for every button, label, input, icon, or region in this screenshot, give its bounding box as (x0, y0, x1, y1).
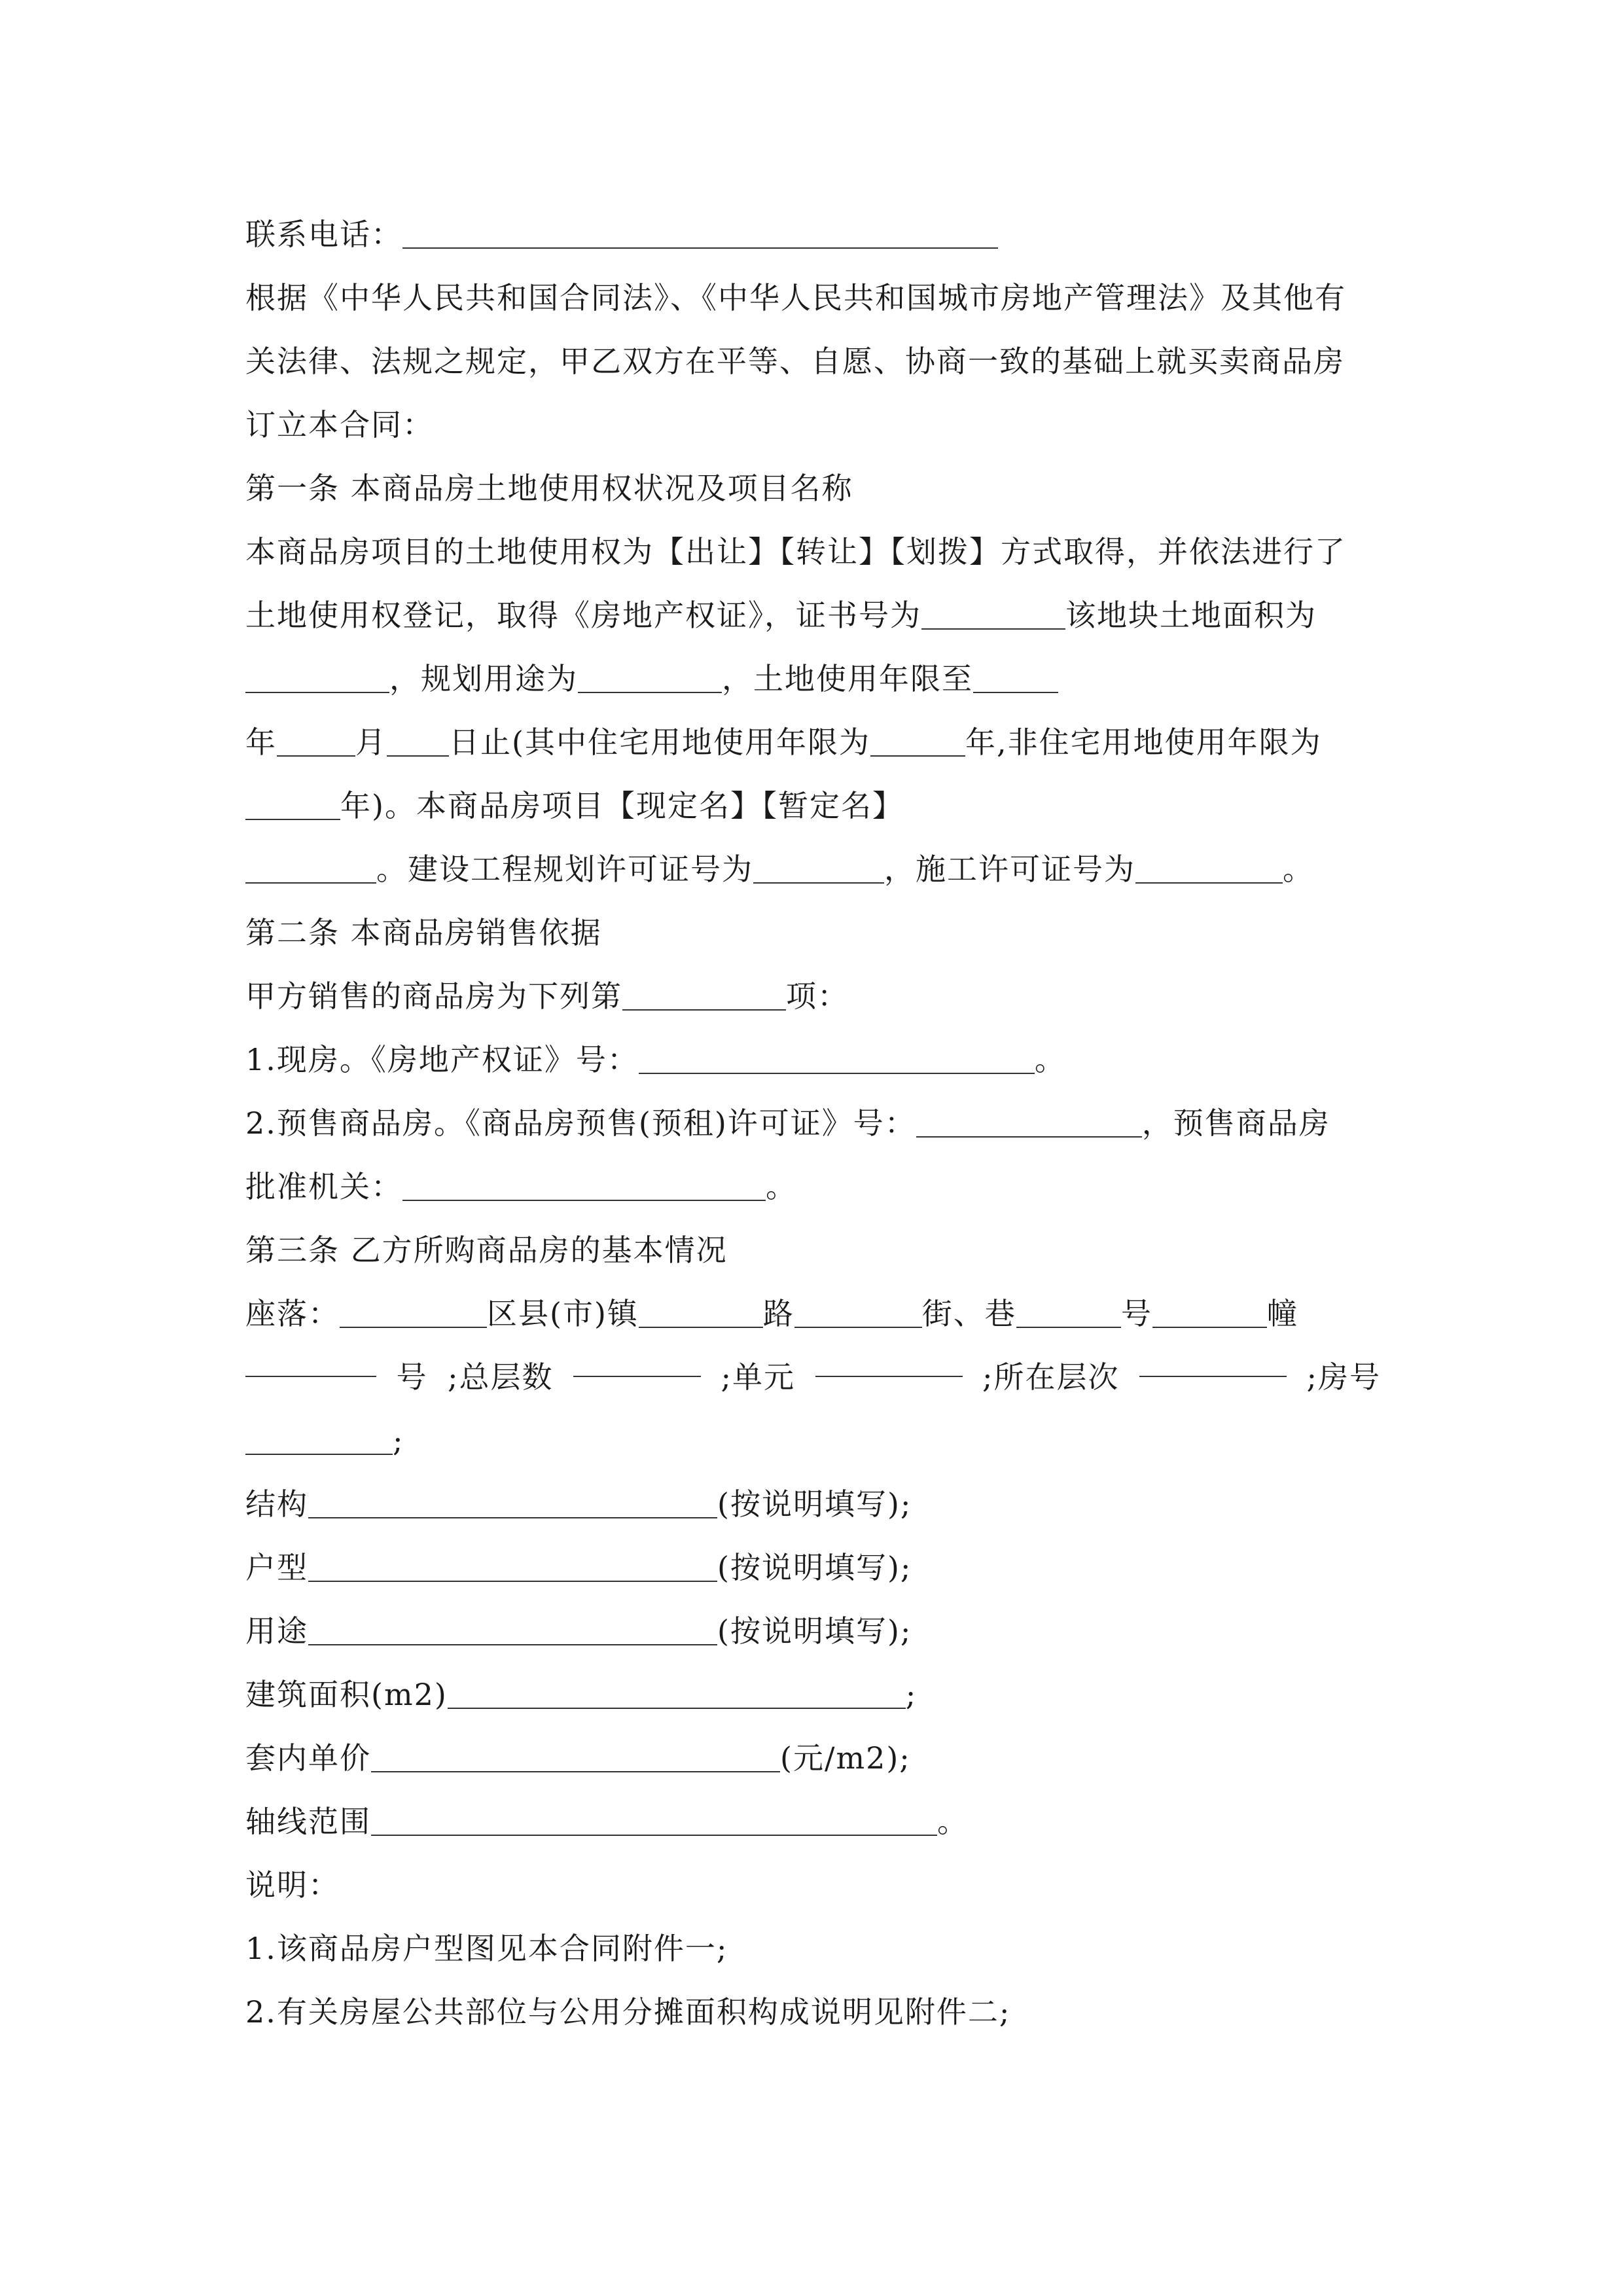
planned-use-label: ，规划用途为 (389, 661, 578, 696)
room-line-2 (245, 1409, 1381, 1473)
building-label: 幢 (1266, 1296, 1298, 1331)
road-label: 路 (762, 1296, 794, 1331)
use-label: 用途 (245, 1613, 308, 1649)
article2-line-3 (245, 1092, 1381, 1155)
district-blank[interactable] (340, 1297, 487, 1328)
structure-label: 结构 (245, 1486, 308, 1522)
year-blank[interactable] (277, 725, 355, 757)
note-1: 1.该商品房户型图见本合同附件一; (245, 1931, 728, 1966)
land-area-label: 该地块土地面积为 (1065, 598, 1317, 633)
contact-phone-blank[interactable] (402, 217, 998, 249)
presale-label: 2.预售商品房。《商品房预售(预租)许可证》号： (245, 1105, 916, 1141)
project-name-label: 年)。本商品房项目【现定名】【暂定名】 (340, 788, 904, 823)
planning-permit-blank[interactable] (753, 852, 884, 884)
cert-no-blank[interactable] (921, 598, 1065, 630)
building-blank[interactable] (1152, 1297, 1267, 1328)
room-line (245, 1346, 1381, 1409)
approval-authority-end: 。 (766, 1169, 797, 1204)
intro-line-1: 根据《中华人民共和国合同法》、《中华人民共和国城市房地产管理法》及其他有 (245, 280, 1346, 315)
structure-blank[interactable] (308, 1487, 717, 1518)
existing-house-end: 。 (1034, 1042, 1066, 1077)
floor-label: ;所在层次 (982, 1359, 1120, 1395)
presale-permit-blank[interactable] (916, 1106, 1142, 1138)
construction-permit-label: ，施工许可证号为 (884, 852, 1135, 887)
total-floors-blank[interactable] (573, 1346, 701, 1377)
type-note: (按说明填写); (717, 1550, 912, 1585)
intro-line-2: 关法律、法规之规定，甲乙双方在平等、自愿、协商一致的基础上就买卖商品房 (245, 344, 1345, 379)
unit-blank[interactable] (815, 1346, 963, 1377)
contact-phone-line (245, 203, 1381, 266)
area-blank[interactable] (448, 1677, 906, 1709)
sale-item-label: 甲方销售的商品房为下列第 (245, 978, 622, 1014)
land-area-blank[interactable] (245, 662, 389, 693)
cert-no-label: 土地使用权登记，取得《房地产权证》，证书号为 (245, 598, 921, 633)
planned-use-blank[interactable] (578, 662, 722, 693)
year-label: 年 (245, 725, 277, 760)
line-end-period: 。 (1283, 852, 1314, 887)
total-floors-label: ;总层数 (448, 1359, 554, 1395)
floor-blank[interactable] (1139, 1346, 1287, 1377)
presale-suffix: ，预售商品房 (1141, 1105, 1330, 1141)
article1-line-1: 本商品房项目的土地使用权为【出让】【转让】【划拨】方式取得，并依法进行了 (245, 534, 1346, 569)
planning-permit-label: 。建设工程规划许可证号为 (376, 852, 753, 887)
existing-cert-blank[interactable] (639, 1043, 1035, 1074)
structure-note: (按说明填写); (717, 1486, 912, 1522)
room-blank[interactable] (245, 1424, 393, 1455)
article1-line-2 (245, 584, 1381, 647)
article1-line-5 (245, 774, 1381, 838)
month-label: 月 (355, 725, 387, 760)
land-term-blank[interactable] (973, 662, 1058, 693)
axis-end: 。 (937, 1804, 969, 1839)
construction-permit-blank[interactable] (1135, 852, 1283, 884)
use-line (245, 1600, 1381, 1663)
article2-line-4 (245, 1155, 1381, 1219)
article3-title: 第三条 乙方所购商品房的基本情况 (245, 1232, 728, 1268)
article1-line-3 (245, 647, 1381, 711)
use-note: (按说明填写); (717, 1613, 912, 1649)
road-blank[interactable] (639, 1297, 763, 1328)
sale-item-blank[interactable] (622, 979, 786, 1011)
room-end: ; (393, 1423, 404, 1458)
axis-label: 轴线范围 (245, 1804, 371, 1839)
non-residential-term-blank[interactable] (245, 789, 340, 820)
article1-title: 第一条 本商品房土地使用权状况及项目名称 (245, 471, 853, 506)
land-term-label: ，土地使用年限至 (722, 661, 973, 696)
location-line (245, 1282, 1381, 1346)
residential-term-blank[interactable] (870, 725, 965, 757)
month-blank[interactable] (387, 725, 449, 757)
type-blank[interactable] (308, 1551, 717, 1582)
unit-label: ;单元 (721, 1359, 795, 1395)
article1-line-6 (245, 838, 1381, 901)
non-residential-term-label: 年,非住宅用地使用年限为 (965, 725, 1322, 760)
article1-line-4 (245, 711, 1381, 774)
room-number-blank[interactable] (245, 1346, 376, 1377)
article2-line-1 (245, 965, 1381, 1028)
area-label: 建筑面积(m2) (245, 1677, 448, 1712)
price-label: 套内单价 (245, 1740, 371, 1776)
contract-body (245, 203, 1381, 2044)
district-label: 区县(市)镇 (487, 1296, 639, 1331)
article2-line-2 (245, 1028, 1381, 1092)
intro-line-3: 订立本合同： (245, 407, 434, 442)
use-blank[interactable] (308, 1614, 717, 1645)
type-label: 户型 (245, 1550, 308, 1585)
room-label: ;房号 (1306, 1359, 1381, 1395)
area-line (245, 1663, 1381, 1727)
type-line (245, 1536, 1381, 1600)
street-label: 街、巷 (921, 1296, 1016, 1331)
sale-item-suffix: 项： (786, 978, 849, 1014)
approval-authority-blank[interactable] (402, 1170, 766, 1201)
axis-blank[interactable] (371, 1804, 937, 1836)
price-note: (元/m2); (780, 1740, 911, 1776)
project-name-blank[interactable] (245, 852, 376, 884)
number-label: 号 (1120, 1296, 1152, 1331)
notes-title: 说明： (245, 1867, 340, 1903)
structure-line (245, 1473, 1381, 1536)
location-label: 座落： (245, 1296, 340, 1331)
price-blank[interactable] (371, 1741, 780, 1772)
approval-authority-label: 批准机关： (245, 1169, 402, 1204)
room-number-label: 号 (396, 1359, 428, 1395)
contact-phone-label: 联系电话： (245, 217, 402, 252)
area-end: ; (905, 1677, 918, 1712)
existing-house-label: 1.现房。《房地产权证》号： (245, 1042, 639, 1077)
number-blank[interactable] (1016, 1297, 1121, 1328)
residential-term-label: 日止(其中住宅用地使用年限为 (449, 725, 870, 760)
price-line (245, 1727, 1381, 1790)
note-2: 2.有关房屋公共部位与公用分摊面积构成说明见附件二; (245, 1994, 1011, 2030)
axis-line (245, 1790, 1381, 1854)
article2-title: 第二条 本商品房销售依据 (245, 915, 602, 950)
street-blank[interactable] (794, 1297, 922, 1328)
